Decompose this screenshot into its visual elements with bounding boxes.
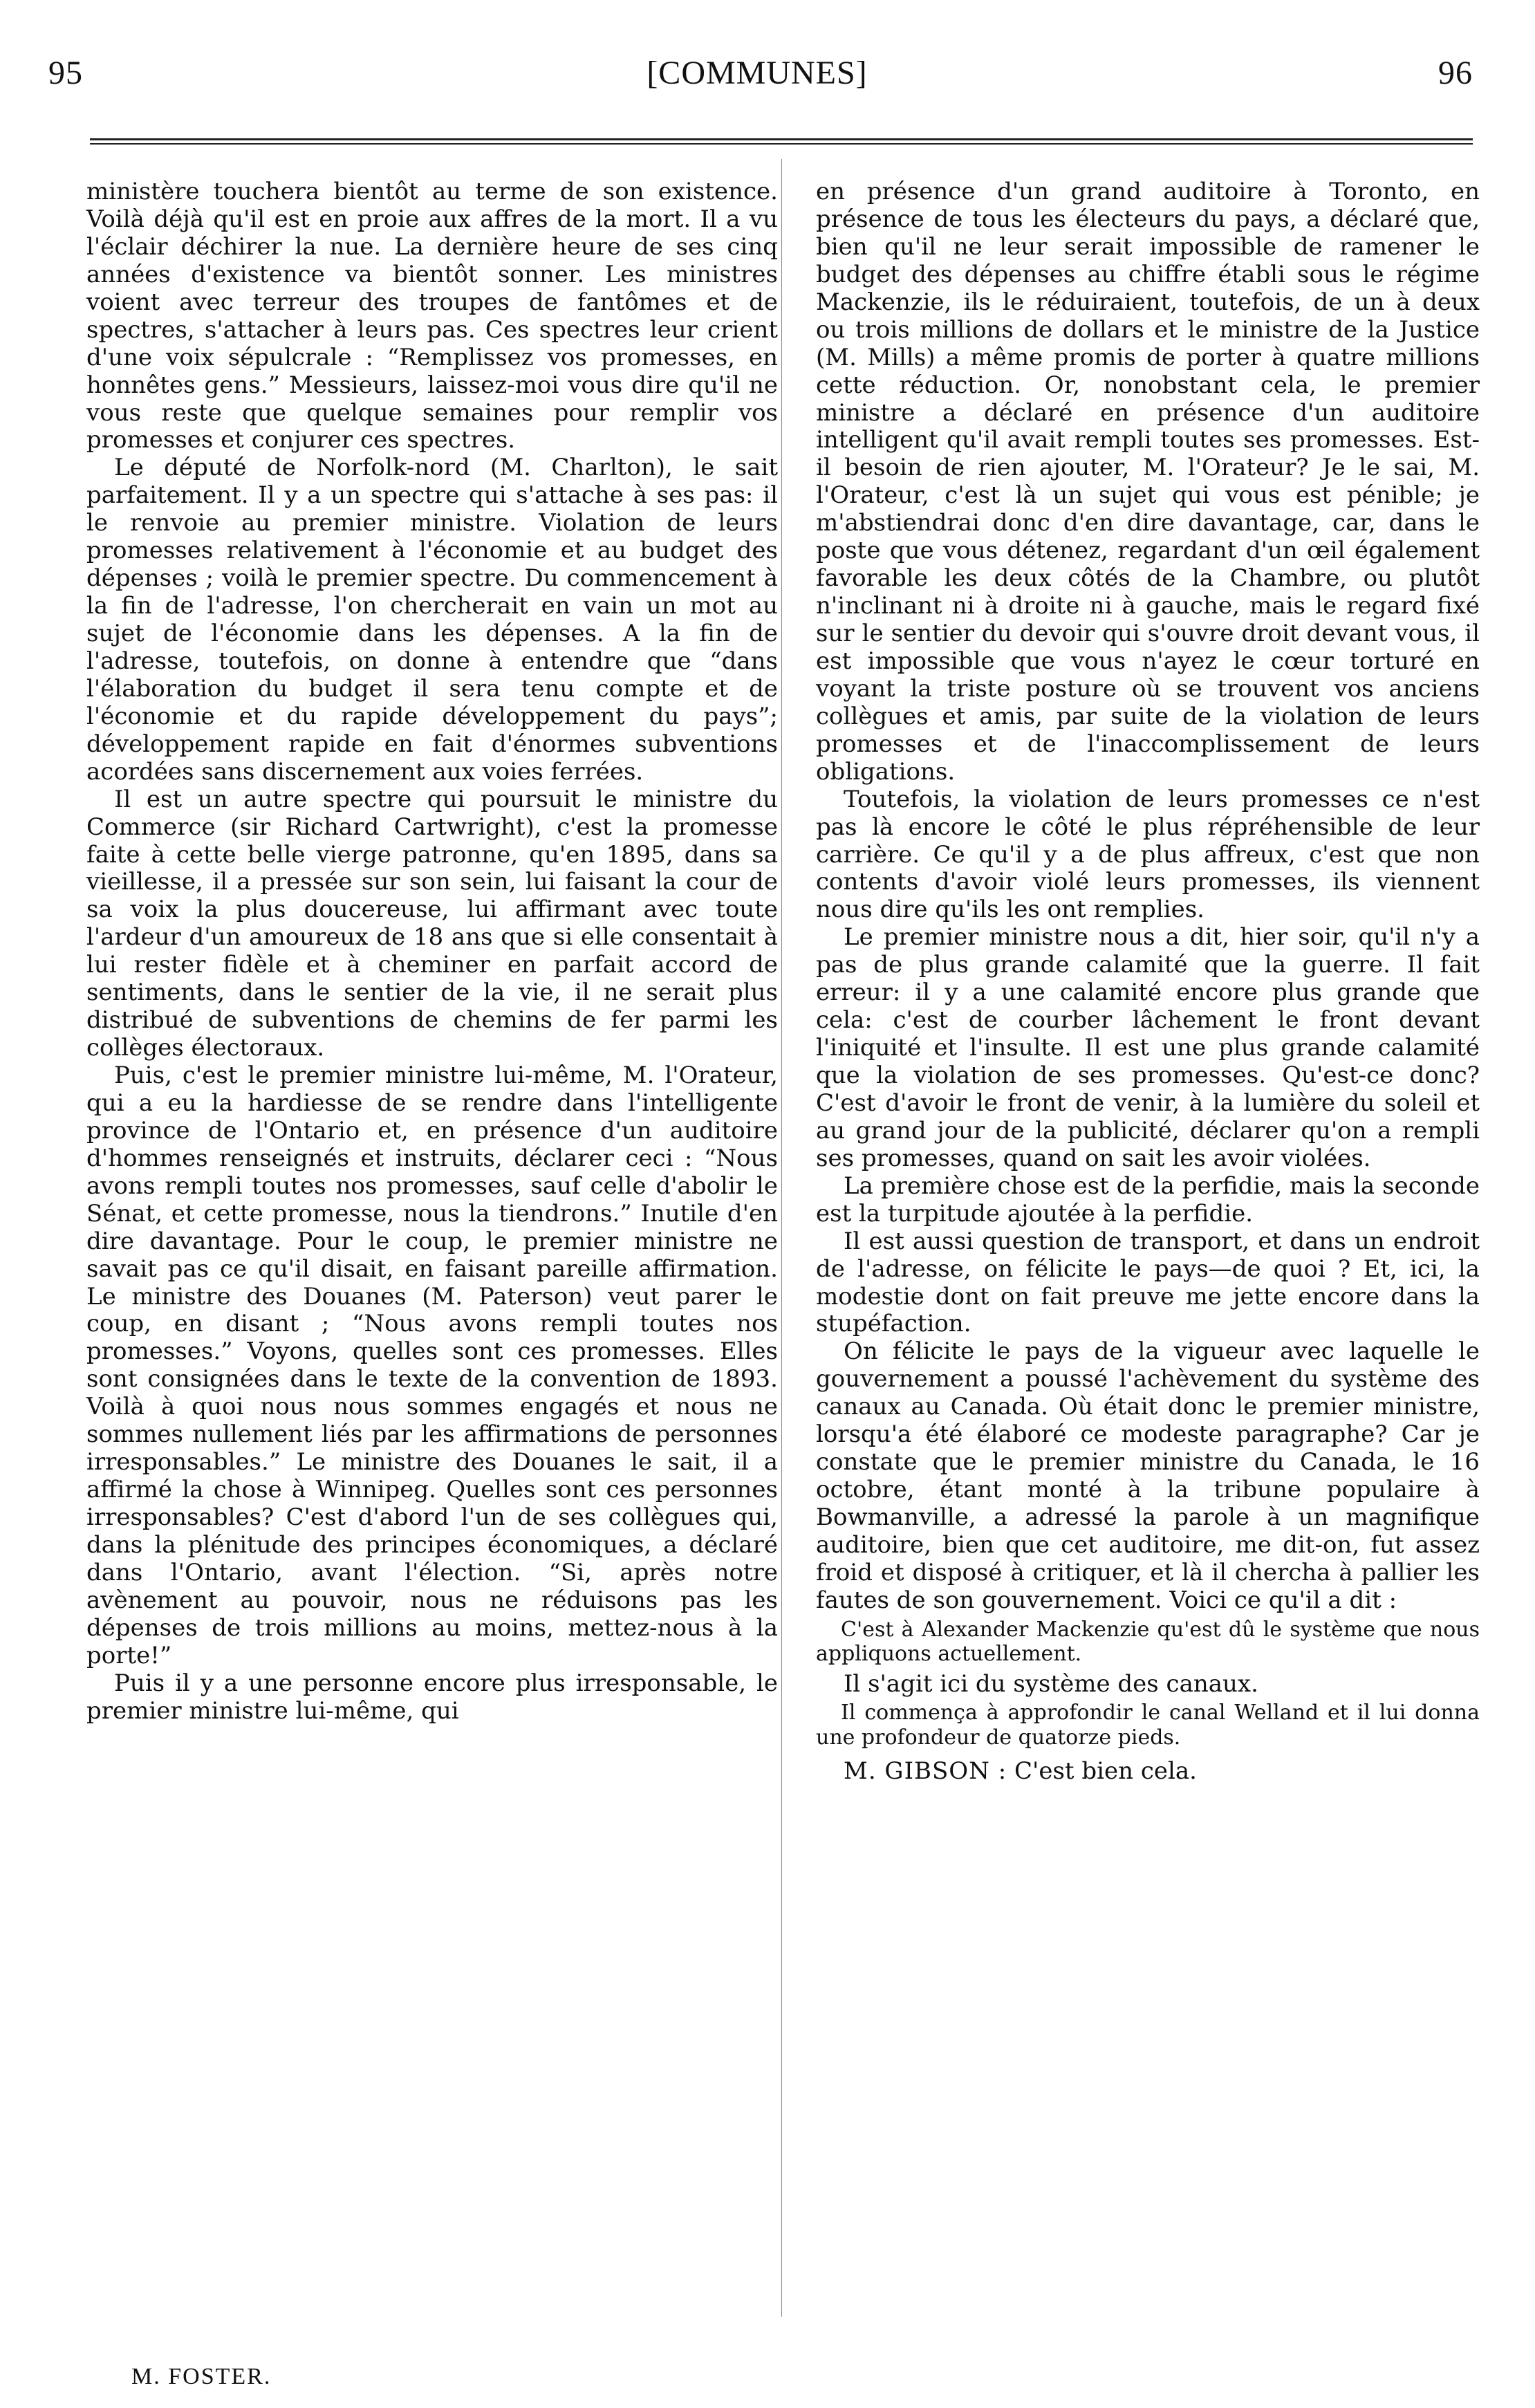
paragraph: en présence d'un grand auditoire à Toronto, en présence de tous les électeurs du pays, a déclaré que, bien qu'il ne leur serait impossible de ramener le budget des dépenses au chiffre établi sous le régime Mackenzie, ils le réduiraient, toutefois, de un à deux ou trois millions de dollars et le ministre de la Justice (M. Mills) a même promis de porter à quatre millions cette réduction. Or, nonobstant cela, le premier ministre a déclaré en présence d'un auditoire intelligent qu'il avait rempli toutes ses promesses. Est-il besoin de rien ajouter, M. l'Orateur? Je le sai, M. l'Orateur, c'est là un sujet qui vous est pénible; je m'abstiendrai donc d'en dire davantage, car, dans le poste que vous détenez, regardant d'un œil également favorable les deux côtés de la Chambre, ou plutôt n'inclinant ni à droite ni à gauche, mais le regard fixé sur le sentier du devoir qui s'ouvre droit devant vous, il est impossible que vous n'ayez le cœur torturé en voyant la triste posture où se trouvent vos anciens collègues et amis, par suite de la violation de leurs promesses et de l'inaccomplissement de leurs obligations. — [816, 178, 1480, 786]
page-number-right: 96 — [1438, 55, 1473, 91]
speaker-line — [816, 1758, 1480, 1786]
running-title: [COMMUNES] — [646, 55, 868, 91]
left-column — [86, 178, 778, 1725]
paragraph: Toutefois, la violation de leurs promesses ce n'est pas là encore le côté le plus répréhensible de leur carrière. Ce qu'il y a de plus affreux, c'est que non contents d'avoir violé leurs promesses, ils viennent nous dire qu'ils les ont remplies. — [816, 785, 1480, 924]
column-divider — [781, 159, 783, 2317]
header-rule — [90, 138, 1473, 145]
block-quote: Il commença à approfondir le canal Welland et il lui donna une profondeur de quatorze pieds. — [816, 1701, 1480, 1750]
page-number-left: 95 — [48, 55, 83, 91]
footer-speaker: M. FOSTER. — [131, 2364, 272, 2389]
speaker-name: M. GIBSON : — [844, 1757, 1007, 1786]
paragraph: On félicite le pays de la vigueur avec laquelle le gouvernement a poussé l'achèvement du système des canaux au Canada. Où était donc le premier ministre, lorsqu'a été élaboré ce modeste paragraphe? Car je constate que le premier ministre du Canada, le 16 octobre, étant monté à la tribune populaire à Bowmanville, a adressé la parole à un magnifique auditoire, bien que cet auditoire, me dit-on, fut assez froid et disposé à critiquer, et là il chercha à pallier les fautes de son gouvernement. Voici ce qu'il a dit : — [816, 1337, 1480, 1614]
speaker-text: C'est bien cela. — [1014, 1757, 1197, 1786]
paragraph: Le député de Norfolk-nord (M. Charlton), le sait parfaitement. Il y a un spectre qui s'attache à ses pas: il le renvoie au premier ministre. Violation de leurs promesses relativement à l'économie et au budget des dépenses ; voilà le premier spectre. Du commencement à la fin de l'adresse, l'on chercherait en vain un mot au sujet de l'économie dans les dépenses. A la fin de l'adresse, toutefois, on donne à entendre que “dans l'élaboration du budget il sera tenu compte et de l'économie et du rapide développement du pays”; développement rapide en fait d'énormes subventions acordées sans discernement aux voies ferrées. — [86, 454, 778, 786]
page-header — [41, 54, 1473, 102]
paragraph: Puis il y a une personne encore plus irresponsable, le premier ministre lui-même, qui — [86, 1669, 778, 1725]
paragraph: Le premier ministre nous a dit, hier soir, qu'il n'y a pas de plus grande calamité que la guerre. Il fait erreur: il y a une calamité encore plus grande que cela: c'est de courber lâchement le front devant l'iniquité et l'insulte. Il est une plus grande calamité que la violation de ses promesses. Qu'est-ce donc? C'est d'avoir le front de venir, à la lumière du soleil et au grand jour de la publicité, déclarer qu'on a rempli ses promesses, quand on sait les avoir violées. — [816, 923, 1480, 1172]
block-quote: C'est à Alexander Mackenzie qu'est dû le système que nous appliquons actuellement. — [816, 1617, 1480, 1667]
paragraph: Il est un autre spectre qui poursuit le ministre du Commerce (sir Richard Cartwright), c'est la promesse faite à cette belle vierge patronne, qu'en 1895, dans sa vieillesse, il a pressée sur son sein, lui faisant la cour de sa voix la plus doucereuse, lui affirmant avec toute l'ardeur d'un amoureux de 18 ans que si elle consentait à lui rester fidèle et à cheminer en parfait accord de sentiments, dans le sentier de la vie, il ne serait plus distribué de subventions de chemins de fer parmi les collèges électoraux. — [86, 785, 778, 1062]
paragraph: Il est aussi question de transport, et dans un endroit de l'adresse, on félicite le pays—de quoi ? Et, ici, la modestie dont on fait preuve me jette encore dans la stupéfaction. — [816, 1227, 1480, 1338]
paragraph: Il s'agit ici du système des canaux. — [844, 1669, 1258, 1698]
right-column — [816, 178, 1480, 1786]
paragraph: ministère touchera bientôt au terme de son existence. Voilà déjà qu'il est en proie aux affres de la mort. Il a vu l'éclair déchirer la nue. La dernière heure de ses cinq années d'existence va bientôt sonner. Les ministres voient avec terreur des troupes de fantômes et de spectres, s'attacher à leurs pas. Ces spectres leur crient d'une voix sépulcrale : “Remplissez vos promesses, en honnêtes gens.” Messieurs, laissez-moi vous dire qu'il ne vous reste que quelque semaines pour remplir vos promesses et conjurer ces spectres. — [86, 178, 778, 454]
paragraph: Puis, c'est le premier ministre lui-même, M. l'Orateur, qui a eu la hardiesse de se rendre dans l'intelligente province de l'Ontario et, en présence d'un auditoire d'hommes renseignés et instruits, déclarer ceci : “Nous avons rempli toutes nos promesses, sauf celle d'abolir le Sénat, et cette promesse, nous la tiendrons.” Inutile d'en dire davantage. Pour le coup, le premier ministre ne savait pas ce qu'il disait, en faisant pareille affirmation. Le ministre des Douanes (M. Paterson) veut parer le coup, en disant ; “Nous avons rempli toutes nos promesses.” Voyons, quelles sont ces promesses. Elles sont consignées dans le texte de la convention de 1893. Voilà à quoi nous nous sommes engagés et nous ne sommes nullement liés par les affirmations de personnes irresponsables.” Le ministre des Douanes le sait, il a affirmé la chose à Winnipeg. Quelles sont ces personnes irresponsables? C'est d'abord l'un de ses collègues qui, dans la plénitude des principes économiques, a déclaré dans l'Ontario, avant l'élection. “Si, après notre avènement au pouvoir, nous ne réduisons pas les dépenses de trois millions au moins, mettez-nous à la porte!” — [86, 1062, 778, 1669]
paragraph: La première chose est de la perfidie, mais la seconde est la turpitude ajoutée à la perfidie. — [816, 1171, 1480, 1228]
